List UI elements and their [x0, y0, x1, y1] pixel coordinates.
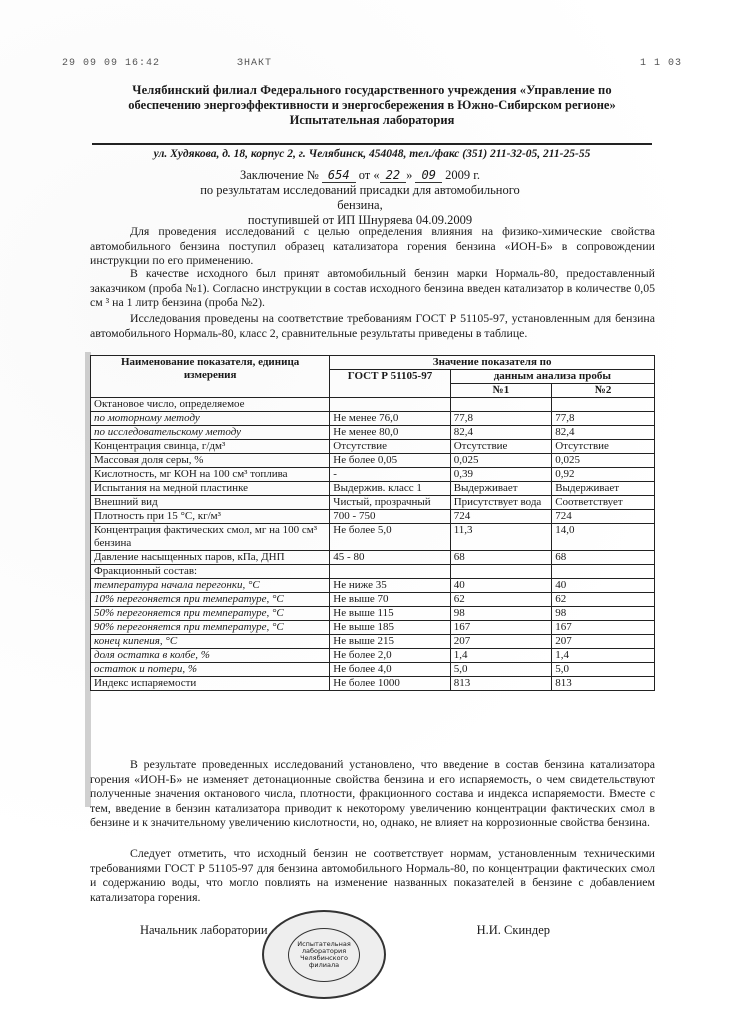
signer-role: Начальник лаборатории	[140, 923, 268, 937]
row-name: доля остатка в колбе, %	[91, 649, 330, 663]
row-name: 90% перегоняется при температуре, °С	[91, 621, 330, 635]
row-name: остаток и потери, %	[91, 663, 330, 677]
table-row	[91, 607, 655, 621]
paragraph-note: Следует отметить, что исходный бензин не соответствует нормам, установленным техническими требованиями ГОСТ Р 51105-97 для бензина автомобильного Нормаль-80, по концентрации фактических смол и содержанию воды, что могло повлиять на изменение названных показателей в бензине с добавлением катализатора горения.	[90, 846, 655, 904]
org-line-1: Челябинский филиал Федерального государственного учреждения «Управление по	[132, 83, 612, 97]
row-sample-2: Отсутствие	[552, 440, 655, 454]
row-sample-1: 98	[450, 607, 552, 621]
row-sample-2: 5,0	[552, 663, 655, 677]
table-row	[91, 496, 655, 510]
table-row	[91, 579, 655, 593]
row-sample-1: 207	[450, 635, 552, 649]
quote-close: »	[406, 168, 413, 182]
row-name: Октановое число, определяемое	[91, 398, 330, 412]
header-value: Значение показателя по	[330, 356, 655, 370]
fax-datetime: 29 09 09 16:42	[62, 58, 161, 69]
row-name: Плотность при 15 °С, кг/м³	[91, 510, 330, 524]
row-gost: Не ниже 35	[330, 579, 450, 593]
row-sample-1: 724	[450, 510, 552, 524]
header-analysis: данным анализа пробы	[450, 370, 654, 384]
row-gost	[330, 398, 450, 412]
row-gost	[330, 565, 450, 579]
row-sample-1	[450, 398, 552, 412]
row-sample-2: 82,4	[552, 426, 655, 440]
row-sample-1: 68	[450, 551, 552, 565]
row-sample-2: 207	[552, 635, 655, 649]
organization-header	[92, 83, 652, 128]
table-row	[91, 593, 655, 607]
row-sample-2: Соответствует	[552, 496, 655, 510]
row-sample-1: 11,3	[450, 524, 552, 551]
table-row	[91, 412, 655, 426]
table-row	[91, 677, 655, 691]
row-gost: Выдержив. класс 1	[330, 482, 450, 496]
row-sample-1: Отсутствие	[450, 440, 552, 454]
row-gost: Отсутствие	[330, 440, 450, 454]
row-sample-2: 40	[552, 579, 655, 593]
lab-title: Испытательная лаборатория	[289, 113, 455, 127]
conclusion-number: 654	[322, 168, 356, 183]
table-row	[91, 440, 655, 454]
results-table	[90, 355, 655, 691]
address-line: ул. Худякова, д. 18, корпус 2, г. Челябинск, 454048, тел./факс (351) 211-32-05, 211-25-55	[92, 143, 652, 160]
paragraph-intro: Для проведения исследований с целью определения влияния на физико-химические свойства автомобильного бензина поступил образец катализатора горения бензина «ИОН-Б» в сопровождении инструкции по его применению.	[90, 224, 655, 268]
row-gost: Не более 5,0	[330, 524, 450, 551]
table-row	[91, 468, 655, 482]
row-sample-2: 813	[552, 677, 655, 691]
lab-stamp	[262, 910, 386, 999]
row-name: по исследовательскому методу	[91, 426, 330, 440]
row-sample-2: 167	[552, 621, 655, 635]
row-sample-1: 77,8	[450, 412, 552, 426]
row-gost: 700 - 750	[330, 510, 450, 524]
row-sample-1: 813	[450, 677, 552, 691]
row-sample-1: 5,0	[450, 663, 552, 677]
row-name: конец кипения, °С	[91, 635, 330, 649]
paragraph-standard: Исследования проведены на соответствие требованиям ГОСТ Р 51105-97, установленным для бензина автомобильного Нормаль-80, класс 2, сравнительные результаты приведены в таблице.	[90, 311, 655, 340]
row-name: Кислотность, мг КОН на 100 см³ топлива	[91, 468, 330, 482]
table-row	[91, 482, 655, 496]
header-sample-1: №1	[450, 384, 552, 398]
paragraph-results: В результате проведенных исследований установлено, что введение в состав бензина катализатора горения «ИОН-Б» не изменяет детонационные свойства бензина и его испаряемость, о чем свидетельствуют полученные значения октанового числа, плотности, фракционного состава и индекса испаряемости. Вместе с тем, введение в бензин катализатора приводит к некоторому увеличению концентрации фактических смол в бензине и к значительному увеличению кислотности, но, однако, не влияет на коррозионные свойства бензина.	[90, 757, 655, 830]
row-gost: Не выше 185	[330, 621, 450, 635]
table-row	[91, 510, 655, 524]
row-name: Индекс испаряемости	[91, 677, 330, 691]
row-sample-2: 14,0	[552, 524, 655, 551]
row-name: Концентрация фактических смол, мг на 100 см³ бензина	[91, 524, 330, 551]
row-sample-1: 167	[450, 621, 552, 635]
from-label: от «	[358, 168, 380, 182]
row-gost: Не выше 215	[330, 635, 450, 649]
table-row	[91, 635, 655, 649]
row-sample-2: 68	[552, 551, 655, 565]
row-sample-1: 1,4	[450, 649, 552, 663]
row-sample-2	[552, 398, 655, 412]
stamp-text: Испытательная лаборатория Челябинского филиала	[288, 928, 360, 982]
row-sample-1: Выдерживает	[450, 482, 552, 496]
row-gost: Не более 1000	[330, 677, 450, 691]
table-row	[91, 524, 655, 551]
row-sample-2: 0,025	[552, 454, 655, 468]
row-name: температура начала перегонки, °С	[91, 579, 330, 593]
table-row	[91, 565, 655, 579]
table-row	[91, 551, 655, 565]
row-sample-2: 1,4	[552, 649, 655, 663]
row-sample-1: Присутствует вода	[450, 496, 552, 510]
row-sample-2: 98	[552, 607, 655, 621]
row-gost: Не выше 115	[330, 607, 450, 621]
conclusion-year: 2009 г.	[445, 168, 481, 182]
org-line-2: обеспечению энергоэффективности и энергосбережения в Южно-Сибирском регионе»	[128, 98, 616, 112]
row-sample-1: 62	[450, 593, 552, 607]
row-gost: Не менее 76,0	[330, 412, 450, 426]
header-indicator: Наименование показателя, единица измерения	[91, 356, 330, 398]
conclusion-day: 22	[380, 168, 406, 183]
header-sample-2: №2	[552, 384, 655, 398]
row-sample-1: 40	[450, 579, 552, 593]
conclusion-heading	[200, 168, 520, 228]
row-name: Внешний вид	[91, 496, 330, 510]
conclusion-source: поступившей от ИП Шнуряева 04.09.2009	[247, 213, 473, 227]
row-sample-1	[450, 565, 552, 579]
row-gost: 45 - 80	[330, 551, 450, 565]
row-gost: Не менее 80,0	[330, 426, 450, 440]
row-name: Концентрация свинца, г/дм³	[91, 440, 330, 454]
row-gost: Не более 4,0	[330, 663, 450, 677]
number-sign: №	[306, 168, 319, 182]
row-gost: Не выше 70	[330, 593, 450, 607]
row-sample-1: 0,39	[450, 468, 552, 482]
conclusion-month: 09	[415, 168, 441, 183]
table-row	[91, 663, 655, 677]
header-gost: ГОСТ Р 51105-97	[330, 370, 450, 398]
row-name: по моторному методу	[91, 412, 330, 426]
row-sample-2: Выдерживает	[552, 482, 655, 496]
conclusion-subtitle: по результатам исследований присадки для автомобильного бензина,	[200, 183, 520, 212]
row-sample-2: 0,92	[552, 468, 655, 482]
fax-page: 1 1 03	[639, 58, 682, 69]
row-sample-2: 62	[552, 593, 655, 607]
row-sample-2: 724	[552, 510, 655, 524]
row-name: 10% перегоняется при температуре, °С	[91, 593, 330, 607]
row-name: Массовая доля серы, %	[91, 454, 330, 468]
signer-name: Н.И. Скиндер	[476, 923, 550, 937]
results-body	[91, 398, 655, 691]
row-name: Испытания на медной пластинке	[91, 482, 330, 496]
table-row	[91, 454, 655, 468]
row-sample-1: 0,025	[450, 454, 552, 468]
row-sample-2	[552, 565, 655, 579]
row-sample-2: 77,8	[552, 412, 655, 426]
row-gost: Чистый, прозрачный	[330, 496, 450, 510]
row-name: Фракционный состав:	[91, 565, 330, 579]
paragraph-samples: В качестве исходного был принят автомобильный бензин марки Нормаль-80, предоставленный заказчиком (проба №1). Согласно инструкции в состав исходного бензина введен катализатор в количестве 0,05 см ³ на 1 литр бензина (проба №2).	[90, 266, 655, 310]
fax-header-line	[62, 58, 682, 69]
fax-sender: ЗНАКТ	[237, 58, 273, 69]
row-name: Давление насыщенных паров, кПа, ДНП	[91, 551, 330, 565]
row-gost: -	[330, 468, 450, 482]
conclusion-word: Заключение	[239, 168, 304, 182]
table-row	[91, 621, 655, 635]
table-row	[91, 649, 655, 663]
table-row	[91, 398, 655, 412]
row-gost: Не более 0,05	[330, 454, 450, 468]
row-sample-1: 82,4	[450, 426, 552, 440]
table-row	[91, 426, 655, 440]
row-gost: Не более 2,0	[330, 649, 450, 663]
row-name: 50% перегоняется при температуре, °С	[91, 607, 330, 621]
